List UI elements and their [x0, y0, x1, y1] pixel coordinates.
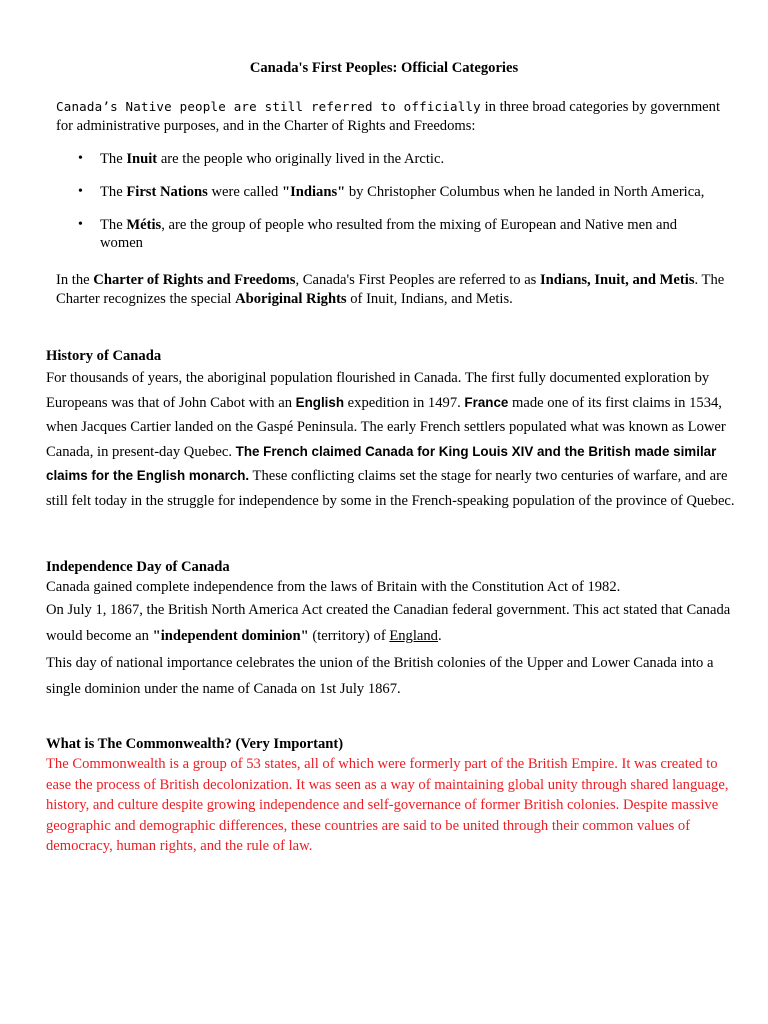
list-term: Inuit [126, 151, 158, 167]
paragraph-text: For thousands of years, the aboriginal population flourished in Canada. The first fully documented exploration by Europeans was that of John Cabot with an [46, 370, 710, 411]
paragraph-term: "independent dominion" [152, 628, 309, 645]
underlined-term: England [389, 628, 438, 645]
paragraph-text: of Inuit, Indians, and Metis. [346, 291, 513, 307]
bullet-icon: • [78, 151, 83, 166]
paragraph-text: (territory) of [308, 628, 390, 645]
commonwealth-heading: What is The Commonwealth? (Very Important) [46, 736, 344, 752]
list-term: Métis [126, 217, 162, 233]
intro-text: in three broad categories by government for administrative purposes, and in the Charter of Rights and Freedoms: [56, 99, 721, 134]
list-text: The [100, 184, 127, 200]
commonwealth-body: The Commonwealth is a group of 53 states, all of which were formerly part of the British Empire. It was created to ease the process of British decolonization. It was seen as a way of maintaining global unity through shared language, history, and culture despite growing independence and self-governance of former British colonies. Despite massive geographic and demographic differences, these countries are said to be united through their common values of democracy, human rights, and the rule of law. [46, 756, 729, 855]
paragraph-term: Aboriginal Rights [235, 291, 347, 307]
paragraph-term: English [295, 394, 345, 410]
history-body [46, 366, 736, 514]
paragraph-term: Indians, Inuit, and Metis [540, 272, 695, 288]
paragraph-text: In the [56, 272, 94, 288]
commonwealth-section [46, 734, 736, 857]
history-section [46, 346, 736, 514]
intro-handwritten-text: Canada’s Native people are still referred to officially [56, 99, 481, 114]
list-item-metis [78, 216, 718, 252]
list-text: are the people who originally lived in the Arctic. [157, 151, 445, 167]
independence-line: This day of national importance celebrates the union of the British colonies of the Upper and Lower Canada into a single dominion under the name of Canada on 1st July 1867. [46, 654, 714, 698]
charter-paragraph [56, 271, 746, 309]
paragraph-text: . The Charter recognizes the special [56, 272, 725, 307]
list-term: First Nations [126, 184, 208, 200]
paragraph-term: The French claimed Canada for King Louis XIV and the British made similar claims for the English monarch. [46, 443, 717, 484]
page-title: Canada's First Peoples: Official Categories [249, 60, 519, 76]
category-list [78, 150, 718, 252]
bullet-icon: • [78, 217, 83, 232]
paragraph-text: expedition in 1497. [344, 394, 465, 411]
paragraph-text: , Canada's First Peoples are referred to as [295, 272, 540, 288]
list-text: The [100, 151, 127, 167]
paragraph-term: France [464, 394, 509, 410]
list-text: by Christopher Columbus when he landed in North America, [345, 184, 705, 200]
independence-line: Canada gained complete independence from the laws of Britain with the Constitution Act of 1982. [46, 579, 621, 595]
list-text: were called [207, 184, 282, 200]
independence-heading: Independence Day of Canada [46, 559, 230, 575]
independence-section [46, 557, 736, 703]
paragraph-text: These conflicting claims set the stage for nearly two centuries of warfare, and are still felt today in the struggle for independence by some in the French-speaking population of the province of Quebec. [46, 468, 735, 509]
bullet-icon: • [78, 184, 83, 199]
list-term: "Indians" [281, 184, 346, 200]
list-text: The [100, 217, 127, 233]
paragraph-text: On July 1, 1867, the British North America Act created the Canadian federal government. This act stated that Canada would become an [46, 602, 731, 645]
paragraph-text: made one of its first claims in 1534, when Jacques Cartier landed on the Gaspé Peninsula. The early French settlers populated what was known as Lower Canada, in present-day Quebec. [46, 394, 726, 460]
independence-line [46, 597, 736, 650]
list-item-first-nations [78, 183, 718, 201]
paragraph-term: Charter of Rights and Freedoms [93, 272, 296, 288]
paragraph-text: . [437, 628, 442, 645]
history-heading: History of Canada [46, 348, 162, 364]
intro-paragraph [56, 97, 736, 136]
list-text: , are the group of people who resulted from the mixing of European and Native men and women [100, 217, 678, 251]
list-item-inuit [78, 150, 718, 168]
